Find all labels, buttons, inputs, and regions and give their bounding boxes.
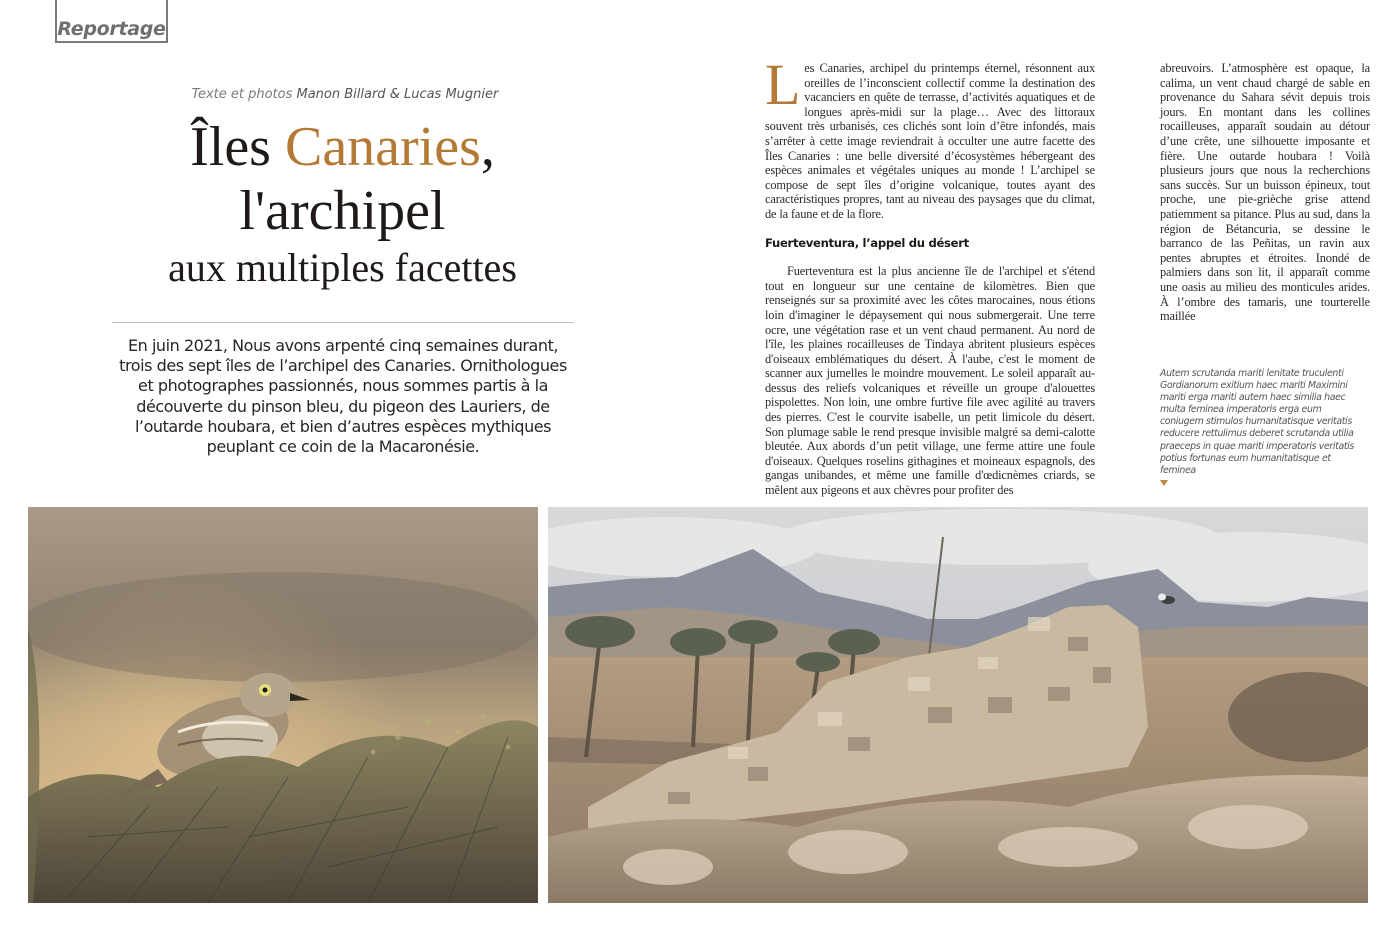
- paragraph-1-text: es Canaries, archipel du printemps éternel, résonnent aux oreilles de l’inconscient collectif comme la destination des vacanciers en quête de terrasse, d’activités aquatiques et de longues après-midi sur la plage… Avec des littoraux souvent très urbanisés, ces clichés sont loin d’être infondés, mais s’arrêter à cette image reviendrait à occulter une autre facette des Îles Canaries : une belle diversité d’écosystèmes hébergeant des espèces animales et végétales uniques au monde ! L’archipel se compose de sept îles d’origine volcanique, toutes ayant des caractéristiques propres, tant au niveau des paysages que du climat, de la faune et de la flore.: [765, 61, 1095, 221]
- section-tag-label: Reportage: [57, 18, 166, 40]
- caption-text: Autem scrutanda mariti lenitate truculenti Gordianorum exitium haec mariti Maximini mariti erga mariti autem haec similia haec multa feminea imperatoris erga eum coniugem stimulos humanitatisque veritatis reducere rettulimus deberet scrutanda utilia praeceps in quae mariti imperatoris veritatis potius fortunas eum humanitatisque et feminea: [1160, 368, 1354, 476]
- stone-curlew-illustration: [28, 507, 538, 903]
- title-prefix: Îles: [190, 116, 285, 178]
- credits-prefix: Texte et photos: [191, 87, 297, 102]
- credits-authors: Manon Billard & Lucas Mugnier: [296, 87, 499, 102]
- article-column-1: [765, 52, 1095, 498]
- section-tag: [55, 0, 168, 43]
- title-line-1: [110, 114, 575, 180]
- landscape-illustration: [548, 507, 1368, 903]
- photo-caption: [1160, 368, 1365, 486]
- photo-stone-curlew: [28, 507, 538, 903]
- paragraph-2: Fuerteventura est la plus ancienne île de l'archipel et s'étend tout en longueur sur une centaine de kilomètres. Bien que renseignés sur sa proximité avec les côtes marocaines, nous étions loin d'imaginer le dépaysement qui nous submergerait. Une terre ocre, une végétation rase et un vent chaud permanent. Au nord de l'île, les plaines rocailleuses de Tindaya abritent plusieurs espèces d'oiseaux emblématiques du désert. À l'aube, c'est le moment de scanner aux jumelles le moindre mouvement. Le soleil apparaît au-dessus des reliefs volcaniques et réveille un groupe d'alouettes pispolettes. Non loin, une ombre furtive file avec agilité au travers des pierres. C'est le courvite isabelle, un petit limicole du désert. Son plumage sable le rend presque invisible malgré sa demi-calotte bleutée. Aux abords d’un petit village, une ferme attire une foule d'oiseaux. Quelques roselins githagines et moineaux espagnols, des gangas unibandes, et même une famille d'œdicnèmes criards, se mêlent aux pigeons et aux chèvres pour profiter des: [765, 264, 1095, 498]
- title-comma: ,: [480, 116, 495, 178]
- article-column-2: [1160, 61, 1370, 324]
- intro-paragraph: En juin 2021, Nous avons arpenté cinq semaines durant, trois des sept îles de l’archipel des Canaries. Ornithologues et photographes passionnés, nous sommes partis à la découverte du pinson bleu, du pigeon des Lauriers, de l’outarde houbara, et bien d’autres espèces mythiques peuplant ce coin de la Macaronésie.: [119, 336, 567, 457]
- title-line-3: aux multiples facettes: [168, 245, 517, 290]
- article-title: [110, 114, 575, 294]
- caption-pointer-icon: [1160, 480, 1168, 486]
- photo-stone-wall-landscape: [548, 507, 1368, 903]
- paragraph-1: [765, 52, 1095, 222]
- title-accent-word: Canaries: [284, 116, 481, 178]
- title-divider: [112, 322, 574, 323]
- title-line-2: l'archipel: [239, 180, 446, 242]
- author-credits: [150, 87, 540, 102]
- drop-cap: L: [765, 52, 801, 117]
- column-2-text: abreuvoirs. L’atmosphère est opaque, la calima, un vent chaud chargé de sable en provenance du Sahara sévit depuis trois jours. En montant dans les collines rocailleuses, apparaît soudain au détour d’une crête, une silhouette imposante et fière. Une outarde houbara ! Voilà plusieurs jours que nous la recherchions sans succès. Sur un buisson épineux, tout proche, une pie-grièche grise attend patiemment sa pitance. Plus au sud, dans la région de Bétancuria, se dessine le barranco de las Peñitas, un ravin aux pentes abruptes et étroites. Inondé de palmiers dans son lit, il apparaît comme une oasis au milieu des monticules arides. À l’ombre des tamaris, une tourterelle maillée: [1160, 61, 1370, 324]
- subheading: Fuerteventura, l’appel du désert: [765, 235, 969, 250]
